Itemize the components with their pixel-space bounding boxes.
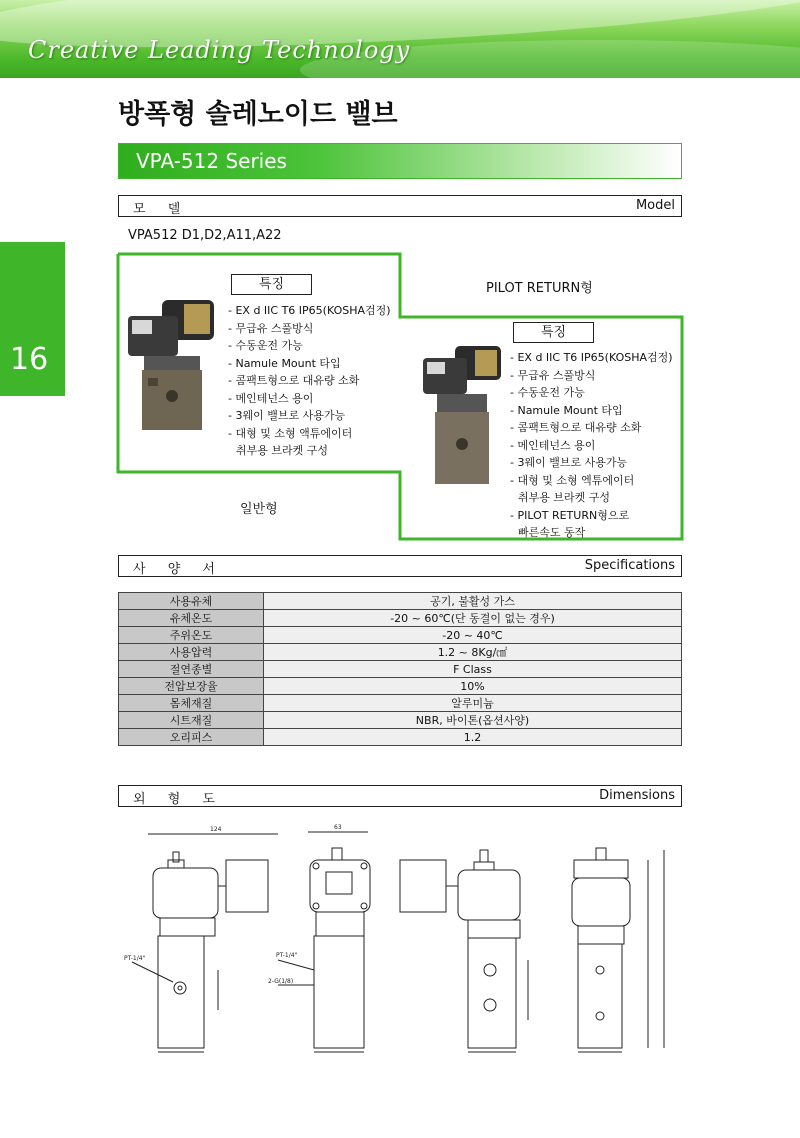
table-row — [119, 610, 682, 627]
page-title: 방폭형 솔레노이드 밸브 — [118, 99, 398, 130]
dim-label: 124 — [210, 826, 222, 833]
table-row — [119, 729, 682, 746]
spec-key: 오리피스 — [119, 729, 264, 746]
model-list: VPA512 D1,D2,A11,A22 — [128, 228, 282, 243]
feature-item: - 메인테넌스 용이 — [228, 391, 314, 405]
spec-key: 유체온도 — [119, 610, 264, 627]
feature-item: - 3웨이 밸브로 사용가능 — [228, 409, 346, 422]
section-title-en: Specifications — [584, 558, 675, 573]
pilot-feature-list — [510, 349, 673, 542]
spec-key: 주위온도 — [119, 627, 264, 644]
feature-item: - 콤팩트형으로 대유량 소화 — [510, 421, 642, 434]
feature-item: - 무급유 스풀방식 — [510, 368, 596, 382]
spec-value: F Class — [264, 661, 682, 678]
banner-slogan: Creative Leading Technology — [28, 36, 411, 64]
page-number: 16 — [10, 342, 49, 377]
section-title-ko: 사 양 서 — [133, 562, 224, 577]
spec-value: -20 ~ 40℃ — [264, 627, 682, 644]
spec-value: 10% — [264, 678, 682, 695]
feature-item: - 대형 및 소형 엑튜에이터 — [510, 473, 635, 487]
spec-key: 전압보장율 — [119, 678, 264, 695]
feature-item: 취부용 브라켓 구성 — [518, 491, 611, 504]
feature-item: - EX d IIC T6 IP65(KOSHA검정) — [510, 351, 673, 364]
drawing-side-view — [268, 824, 370, 1052]
section-title-en: Dimensions — [599, 788, 675, 803]
section-title-ko: 외 형 도 — [133, 792, 224, 807]
spec-key: 시트재질 — [119, 712, 264, 729]
spec-value: NBR, 바이톤(옵션사양) — [264, 712, 682, 729]
feature-outline — [0, 0, 800, 560]
spec-value: -20 ~ 60℃(단 동결이 없는 경우) — [264, 610, 682, 627]
drawing-front-view — [124, 826, 278, 1052]
general-feature-list — [228, 302, 391, 460]
dim-label: 2-G(1/8) — [268, 978, 294, 985]
table-row — [119, 593, 682, 610]
drawing-pilot-front-view — [400, 850, 528, 1052]
spec-table — [118, 592, 682, 746]
general-valve-photo — [124, 298, 224, 438]
feature-item: 빠른속도 동작 — [518, 526, 586, 539]
table-row — [119, 644, 682, 661]
header-banner — [0, 0, 800, 78]
table-row — [119, 712, 682, 729]
general-feature-title: 특징 — [231, 274, 312, 295]
page-number-tab — [0, 242, 65, 396]
feature-item: 취부용 브라켓 구성 — [236, 444, 329, 457]
spec-value: 1.2 ~ 8Kg/㎠ — [264, 644, 682, 661]
spec-value: 공기, 불활성 가스 — [264, 593, 682, 610]
table-row — [119, 627, 682, 644]
dim-section-header — [118, 785, 682, 807]
feature-item: - 대형 및 소형 액튜에이터 — [228, 426, 353, 440]
feature-item: - 콤팩트형으로 대유량 소화 — [228, 374, 360, 387]
spec-key: 몸체재질 — [119, 695, 264, 712]
feature-item: - 3웨이 밸브로 사용가능 — [510, 456, 628, 469]
table-row — [119, 695, 682, 712]
spec-value: 1.2 — [264, 729, 682, 746]
dim-label: PT-1/4" — [124, 955, 146, 962]
dim-label: 63 — [334, 824, 342, 831]
section-title-en: Model — [635, 198, 675, 213]
drawing-pilot-side-view — [572, 848, 664, 1052]
feature-item: - 수동운전 가능 — [228, 339, 303, 352]
general-type-caption: 일반형 — [240, 502, 278, 517]
spec-section-header — [118, 555, 682, 577]
pilot-valve-photo — [415, 344, 505, 489]
pilot-type-caption: PILOT RETURN형 — [486, 281, 593, 296]
table-row — [119, 678, 682, 695]
dimension-drawings — [118, 820, 682, 1060]
section-title-ko: 모 델 — [133, 202, 190, 217]
dim-label: PT-1/4" — [276, 952, 298, 959]
series-bar — [118, 143, 682, 179]
spec-key: 사용압력 — [119, 644, 264, 661]
feature-item: - 무급유 스풀방식 — [228, 321, 314, 335]
spec-key: 사용유체 — [119, 593, 264, 610]
feature-item: - PILOT RETURN형으로 — [510, 508, 630, 522]
feature-item: - EX d IIC T6 IP65(KOSHA검정) — [228, 304, 391, 317]
model-section-header — [118, 195, 682, 217]
feature-item: - 수동운전 가능 — [510, 386, 585, 399]
table-row — [119, 661, 682, 678]
pilot-feature-title: 특징 — [513, 322, 594, 343]
feature-item: - 메인테넌스 용이 — [510, 438, 596, 452]
spec-key: 절연종별 — [119, 661, 264, 678]
feature-item: - Namule Mount 타입 — [510, 403, 623, 417]
series-name: VPA-512 Series — [136, 149, 287, 173]
feature-item: - Namule Mount 타입 — [228, 356, 341, 370]
spec-value: 알루미늄 — [264, 695, 682, 712]
